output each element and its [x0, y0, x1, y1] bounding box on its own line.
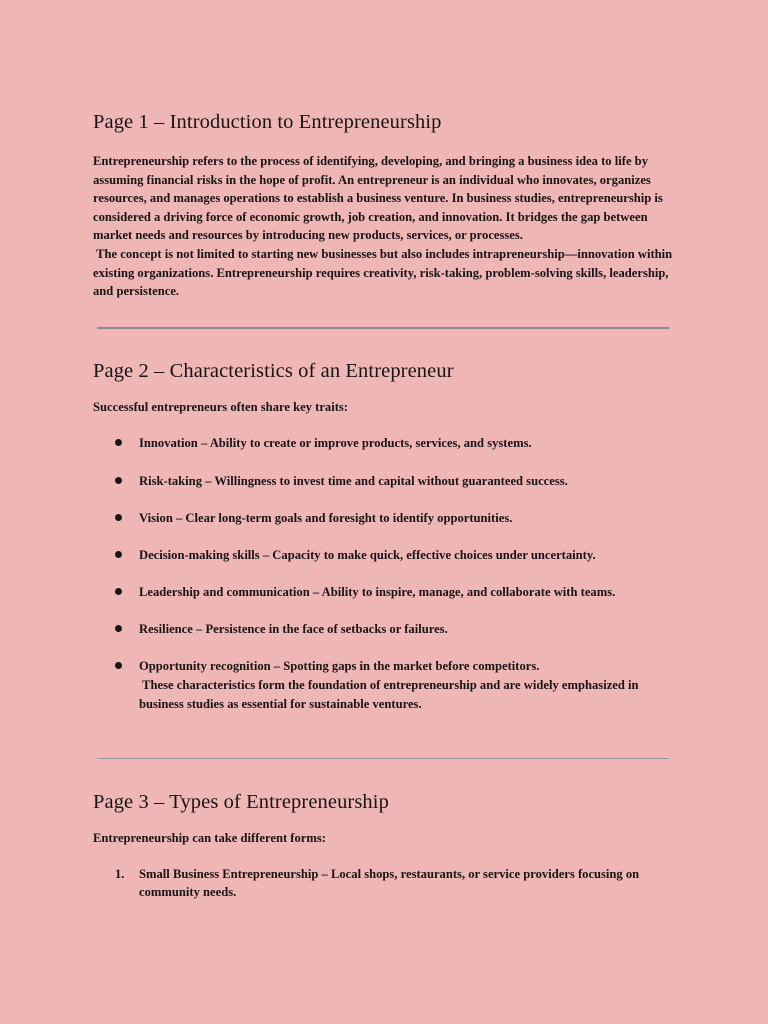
list-item-text: Opportunity recognition – Spotting gaps in the market before competitors. — [139, 659, 540, 674]
section-divider — [97, 758, 669, 759]
section-2-closing: These characteristics form the foundation of entrepreneurship and are widely emphasized in business studies as essential for sustainable ventures. — [139, 678, 642, 711]
document-content — [93, 108, 678, 902]
list-item — [93, 472, 678, 491]
list-item-text: Resilience – Persistence in the face of setbacks or failures. — [139, 622, 448, 637]
section-2-intro: Successful entrepreneurs often share key traits: — [93, 399, 348, 414]
section-2-title: Page 2 – Characteristics of an Entrepreneur — [93, 359, 454, 382]
section-1-paragraph-2-text: The concept is not limited to starting new businesses but also includes intrapreneurship—innovation within existing organizations. Entrepreneurship requires creativity, risk-taking, problem-solving skills, leadership, and persistence. — [93, 246, 676, 299]
list-item-text: Small Business Entrepreneurship – Local shops, restaurants, or service providers focusing on community needs. — [139, 866, 640, 900]
section-3-intro: Entrepreneurship can take different forms: — [93, 831, 326, 846]
bullet-icon — [115, 514, 122, 521]
list-item-text: Innovation – Ability to create or improve products, services, and systems. — [139, 436, 532, 451]
list-item — [93, 434, 678, 453]
list-item-text: Leadership and communication – Ability to inspire, manage, and collaborate with teams. — [139, 585, 616, 600]
bullet-icon — [115, 477, 122, 484]
bullet-icon — [115, 439, 122, 446]
list-item — [93, 657, 678, 713]
list-item-text: Vision – Clear long-term goals and foresight to identify opportunities. — [139, 510, 513, 525]
characteristics-list — [93, 434, 678, 713]
bullet-icon — [115, 551, 122, 558]
types-list — [93, 865, 678, 902]
list-item — [93, 865, 678, 902]
list-item — [93, 620, 678, 639]
section-1-paragraph-text: Entrepreneurship refers to the process of identifying, developing, and bringing a business idea to life by assuming financial risks in the hope of profit. An entrepreneur is an individual who innovates, organizes resources, and manages operations to establish a business venture. In business studies, entrepreneurship is considered a driving force of economic growth, job creation, and innovation. It bridges the gap between market needs and resources by introducing new products, services, or processes. — [93, 154, 663, 243]
list-item-text: Risk-taking – Willingness to invest time and capital without guaranteed success. — [139, 473, 568, 488]
section-3-title: Page 3 – Types of Entrepreneurship — [93, 791, 389, 814]
list-item-text: Decision-making skills – Capacity to make quick, effective choices under uncertainty. — [139, 547, 596, 562]
bullet-icon — [115, 588, 122, 595]
list-item — [93, 509, 678, 528]
section-divider — [97, 327, 669, 329]
bullet-icon — [115, 662, 122, 669]
list-item — [93, 583, 678, 602]
list-item — [93, 546, 678, 565]
bullet-icon — [115, 625, 122, 632]
section-1-title: Page 1 – Introduction to Entrepreneurship — [93, 111, 442, 133]
list-number: 1. — [115, 866, 125, 881]
section-1-paragraph — [93, 152, 678, 301]
